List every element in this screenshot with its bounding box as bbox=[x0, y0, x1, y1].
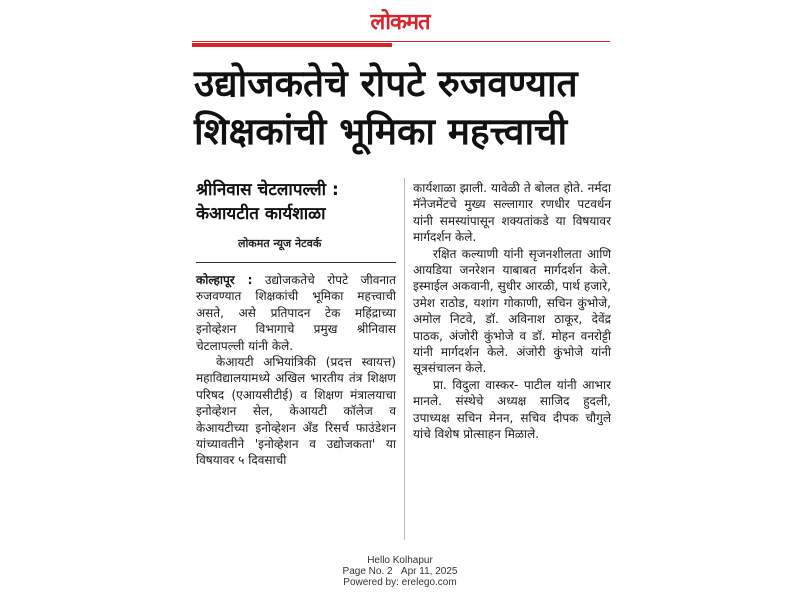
paragraph-1-text: उद्योजकतेचे रोपटे जीवनात रुजवण्यात शिक्षकांची भूमिका महत्त्वाची असते, असे प्रतिपादन टेक महिंद्राच्या इनोव्हेशन विभागाचे प्रमुख श्रीनिवास चेटलापल्ली यांनी केले. bbox=[196, 273, 396, 353]
dateline: कोल्हापूर : bbox=[196, 273, 253, 287]
footer-date: Apr 11, 2025 bbox=[400, 566, 458, 577]
paragraph-1 bbox=[196, 272, 396, 354]
masthead-rule bbox=[192, 41, 610, 42]
headline-line-2: शिक्षकांची भूमिका महत्त्वाची bbox=[194, 110, 568, 153]
article-column-2 bbox=[413, 180, 611, 443]
headline-line-1: उद्योजकतेचे रोपटे रुजवण्यात bbox=[194, 62, 578, 105]
paragraph-3: कार्यशाळा झाली. यावेळी ते बोलत होते. नर्मदा मॅनेजमेंटचे मुख्य सल्लागार रणधीर पटवर्धन यांनी समस्यांपासून शक्यतांकडे या विषयावर मार्गदर्शन केले. bbox=[413, 181, 611, 245]
footer-powered-by[interactable]: Powered by: erelego.com bbox=[343, 577, 457, 588]
article-headline bbox=[194, 60, 614, 156]
subheadline-line-2: केआयटीत कार्यशाळा bbox=[196, 204, 326, 224]
column-divider bbox=[404, 178, 405, 540]
footer-source: Hello Kolhapur bbox=[367, 555, 433, 566]
article-subheadline bbox=[196, 178, 396, 226]
article-column-1 bbox=[196, 272, 396, 469]
paragraph-5: प्रा. विदुला वास्कर- पाटील यांनी आभार मानले. संस्थेचे अध्यक्ष साजिद हुदली, उपाध्यक्ष सचिन मेनन, सचिव दीपक चौगुले यांचे विशेष प्रोत्साहन मिळाले. bbox=[413, 377, 611, 442]
footer-page-date bbox=[300, 566, 500, 577]
page-footer bbox=[300, 555, 500, 588]
paragraph-4: रक्षित कल्याणी यांनी सृजनशीलता आणि आयडिया जनरेशन याबाबत मार्गदर्शन केले. इस्माईल अकवानी, सुधीर आरळी, पार्थ हजारे, उमेश राठोड, यशांग गोकाणी, सचिन कुंभोजे, अमोल निटवे, डॉ. अविनाश ठाकूर, देवेंद्र पाठक, अंजोरी कुंभोजे व डॉ. मोहन वनरोट्टी यांनी मार्गदर्शन केले. अंजोरी कुंभोजे यांनी सूत्रसंचालन केले. bbox=[413, 246, 611, 376]
byline: लोकमत न्यूज नेटवर्क bbox=[238, 237, 322, 250]
byline-rule bbox=[196, 262, 396, 263]
subheadline-line-1: श्रीनिवास चेटलापल्ली : bbox=[196, 180, 339, 200]
headline-accent-rule bbox=[192, 43, 392, 47]
paragraph-2: केआयटी अभियांत्रिकी (प्रदत्त स्वायत्त) महाविद्यालयामध्ये अखिल भारतीय तंत्र शिक्षण परिषद (एआयसीटीई) व शिक्षण मंत्रालयाचा इनोव्हेशन सेल, केआयटी कॉलेज व केआयटीच्या इनोव्हेशन अँड रिसर्च फाउंडेशन यांच्यावतीने 'इनोव्हेशन व उद्योजकता' या विषयावर ५ दिवसाची bbox=[196, 355, 396, 468]
newspaper-logo: लोकमत bbox=[370, 9, 430, 35]
footer-page-number: Page No. 2 bbox=[342, 566, 393, 577]
